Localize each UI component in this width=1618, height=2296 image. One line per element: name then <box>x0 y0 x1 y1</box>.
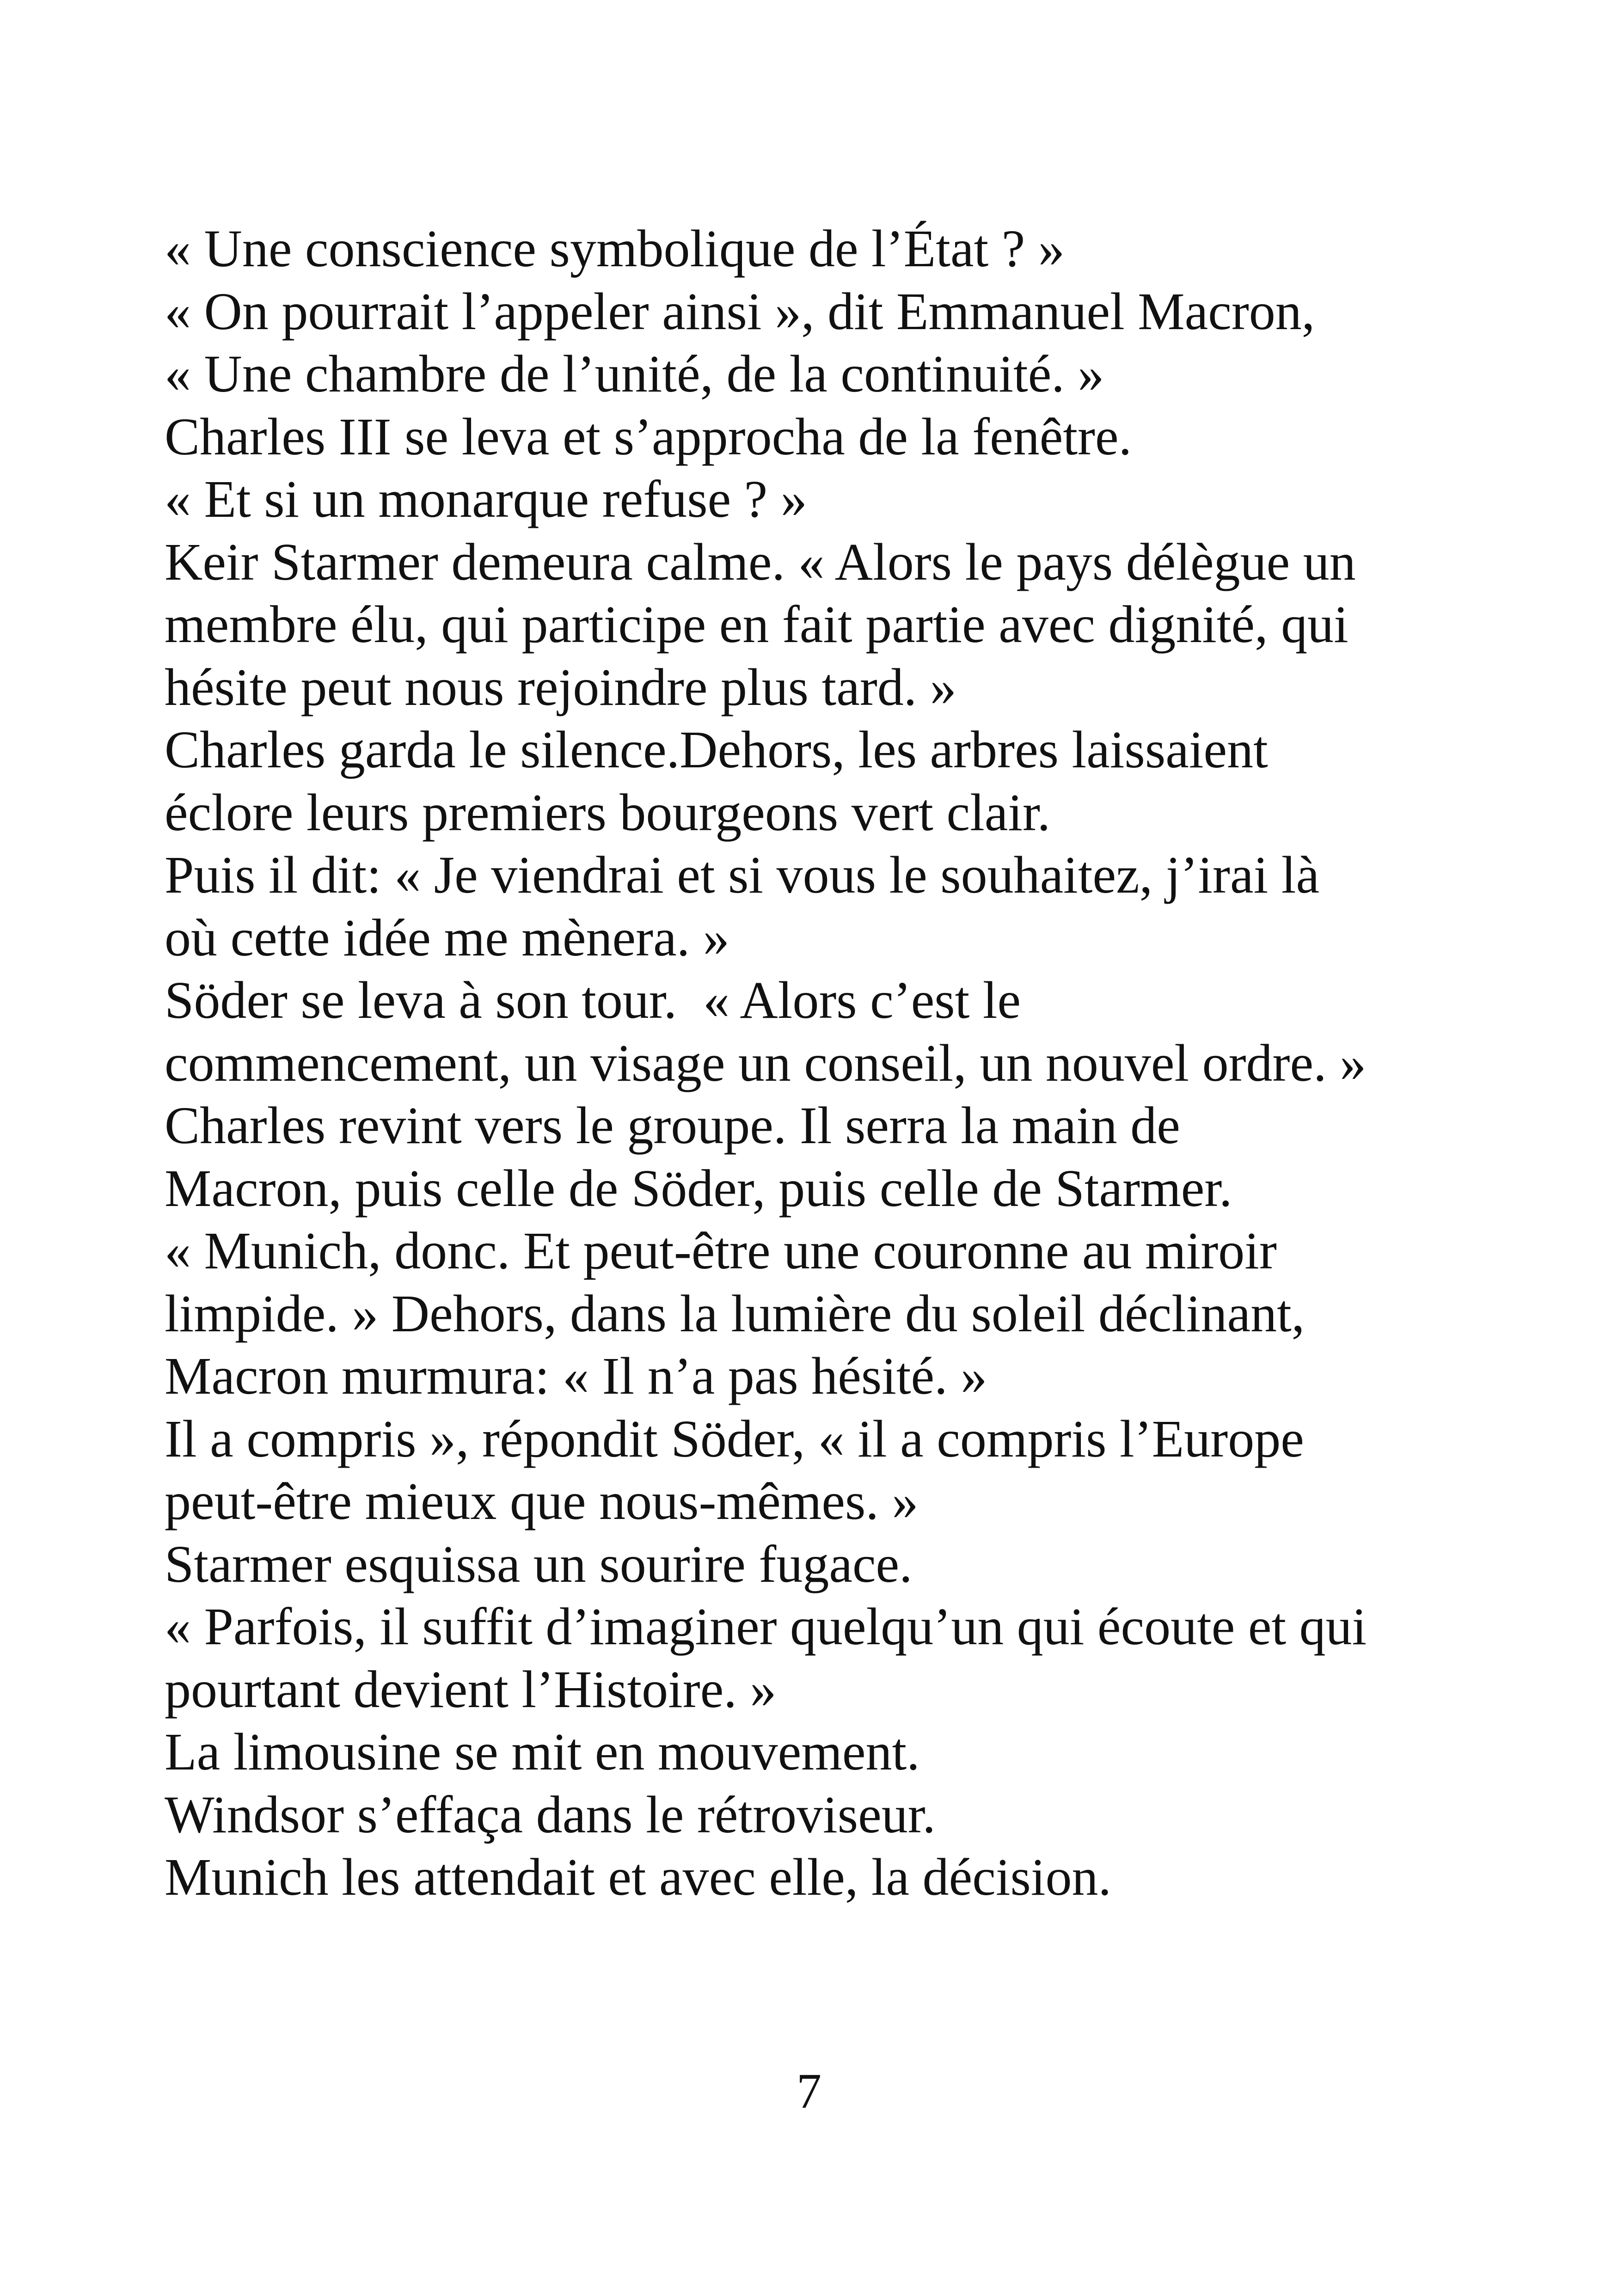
text-line: « Parfois, il suffit d’imaginer quelqu’un qui écoute et qui <box>165 1597 1367 1656</box>
text-line: pourtant devient l’Histoire. » <box>165 1659 777 1719</box>
text-line: Macron murmura: « Il n’a pas hésité. » <box>165 1347 987 1405</box>
text-line: Charles garda le silence.Dehors, les arbres laissaient <box>165 720 1268 779</box>
text-line: « Une conscience symbolique de l’État ? » <box>165 219 1065 278</box>
body-text <box>165 217 1459 1909</box>
text-line: Charles III se leva et s’approcha de la fenêtre. <box>165 407 1132 466</box>
page-number: 7 <box>797 2064 821 2119</box>
text-line: Charles revint vers le groupe. Il serra la main de <box>165 1096 1180 1155</box>
text-line: membre élu, qui participe en fait partie avec dignité, qui <box>165 595 1348 654</box>
text-line: commencement, un visage un conseil, un nouvel ordre. » <box>165 1033 1367 1092</box>
text-line: Puis il dit: « Je viendrai et si vous le souhaitez, j’irai là <box>165 845 1320 904</box>
text-line: Söder se leva à son tour. « Alors c’est le <box>165 971 1021 1029</box>
text-line: Macron, puis celle de Söder, puis celle de Starmer. <box>165 1158 1232 1218</box>
text-line: Il a compris », répondit Söder, « il a compris l’Europe <box>165 1409 1304 1468</box>
text-line: La limousine se mit en mouvement. <box>165 1722 920 1781</box>
text-line: Windsor s’effaça dans le rétroviseur. <box>165 1785 936 1844</box>
text-line: « Une chambre de l’unité, de la continuité. » <box>165 344 1104 403</box>
text-line: limpide. » Dehors, dans la lumière du soleil déclinant, <box>165 1284 1305 1343</box>
text-line: Keir Starmer demeura calme. « Alors le pays délègue un <box>165 532 1356 591</box>
text-line: « Et si un monarque refuse ? » <box>165 470 807 528</box>
text-line: Munich les attendait et avec elle, la décision. <box>165 1848 1112 1906</box>
text-line: hésite peut nous rejoindre plus tard. » <box>165 657 956 716</box>
text-line: « On pourrait l’appeler ainsi », dit Emmanuel Macron, <box>165 282 1315 341</box>
text-line: éclore leurs premiers bourgeons vert clair. <box>165 783 1051 842</box>
text-line: peut-être mieux que nous-mêmes. » <box>165 1472 919 1531</box>
text-line: Starmer esquissa un sourire fugace. <box>165 1534 913 1593</box>
text-line: « Munich, donc. Et peut-être une couronne au miroir <box>165 1221 1277 1280</box>
text-line: où cette idée me mènera. » <box>165 908 729 967</box>
